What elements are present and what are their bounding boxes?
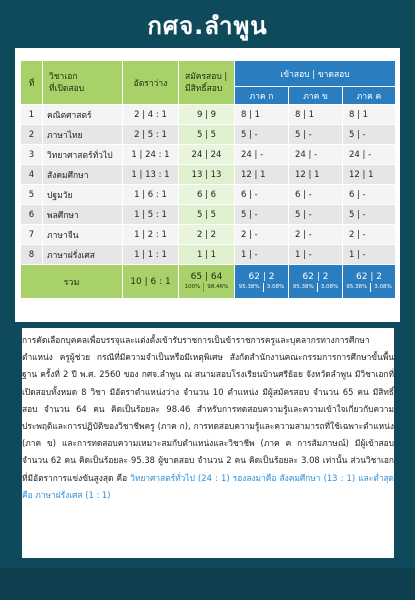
row-round-a: 5 | - bbox=[235, 125, 289, 145]
total-applied-pct bbox=[182, 283, 231, 292]
row-no: 3 bbox=[21, 145, 43, 165]
table-row bbox=[21, 145, 396, 165]
row-rate: 1 | 13 : 1 bbox=[123, 165, 179, 185]
row-subject: สังคมศึกษา bbox=[43, 165, 123, 185]
total-round-c bbox=[343, 265, 396, 299]
header-applied: สมัครสอบ | มีสิทธิ์สอบ bbox=[179, 61, 235, 105]
total-round-c-pct bbox=[346, 283, 392, 292]
row-subject: ภาษาจีน bbox=[43, 225, 123, 245]
total-applied-pct-2: 98.46% bbox=[203, 283, 231, 292]
row-no: 2 bbox=[21, 125, 43, 145]
row-rate: 1 | 5 : 1 bbox=[123, 205, 179, 225]
pct-entered: 95.38% bbox=[238, 284, 260, 290]
row-round-a: 1 | - bbox=[235, 245, 289, 265]
total-applied-pct-1: 100% bbox=[184, 284, 201, 290]
total-round-a bbox=[235, 265, 289, 299]
row-applied: 24 | 24 bbox=[179, 145, 235, 165]
header-round-c: ภาค ค bbox=[343, 87, 396, 105]
row-applied: 5 | 5 bbox=[179, 125, 235, 145]
row-rate: 1 | 2 : 1 bbox=[123, 225, 179, 245]
total-round-a-pct bbox=[238, 283, 285, 292]
header-subject: วิชาเอก ที่เปิดสอบ bbox=[43, 61, 123, 105]
row-round-a: 8 | 1 bbox=[235, 105, 289, 125]
row-no: 8 bbox=[21, 245, 43, 265]
row-round-a: 6 | - bbox=[235, 185, 289, 205]
row-round-b: 5 | - bbox=[289, 125, 343, 145]
total-rate: 10 | 6 : 1 bbox=[123, 265, 179, 299]
row-rate: 2 | 4 : 1 bbox=[123, 105, 179, 125]
table-row bbox=[21, 165, 396, 185]
row-round-b: 12 | 1 bbox=[289, 165, 343, 185]
total-round-b-pct bbox=[292, 283, 339, 292]
header-enter-absent: เข้าสอบ | ขาดสอบ bbox=[235, 61, 396, 87]
header-no: ที่ bbox=[21, 61, 43, 105]
total-round-c-value: 62 | 2 bbox=[356, 272, 382, 282]
row-no: 5 bbox=[21, 185, 43, 205]
table-row bbox=[21, 185, 396, 205]
pct-absent: 3.08% bbox=[370, 283, 394, 292]
row-subject: วิทยาศาสตร์ทั่วไป bbox=[43, 145, 123, 165]
header-round-b: ภาค ข bbox=[289, 87, 343, 105]
page-title: กศจ.ลำพูน bbox=[147, 12, 268, 40]
pct-entered: 95.38% bbox=[346, 284, 368, 290]
total-round-a-value: 62 | 2 bbox=[248, 272, 275, 282]
header-round-a: ภาค ก bbox=[235, 87, 289, 105]
row-rate: 1 | 1 : 1 bbox=[123, 245, 179, 265]
row-applied: 5 | 5 bbox=[179, 205, 235, 225]
table-row bbox=[21, 125, 396, 145]
row-applied: 2 | 2 bbox=[179, 225, 235, 245]
row-rate: 1 | 24 : 1 bbox=[123, 145, 179, 165]
row-round-a: 24 | - bbox=[235, 145, 289, 165]
row-applied: 9 | 9 bbox=[179, 105, 235, 125]
row-applied: 1 | 1 bbox=[179, 245, 235, 265]
row-round-c: 1 | - bbox=[343, 245, 396, 265]
total-row bbox=[21, 265, 396, 299]
total-round-b-value: 62 | 2 bbox=[302, 272, 329, 282]
row-rate: 1 | 6 : 1 bbox=[123, 185, 179, 205]
row-subject: คณิตศาสตร์ bbox=[43, 105, 123, 125]
row-round-c: 5 | - bbox=[343, 125, 396, 145]
row-round-c: 6 | - bbox=[343, 185, 396, 205]
row-applied: 6 | 6 bbox=[179, 185, 235, 205]
row-round-c: 12 | 1 bbox=[343, 165, 396, 185]
row-round-a: 12 | 1 bbox=[235, 165, 289, 185]
row-no: 7 bbox=[21, 225, 43, 245]
header-rate: อัตราว่าง bbox=[123, 61, 179, 105]
row-round-a: 5 | - bbox=[235, 205, 289, 225]
total-applied bbox=[179, 265, 235, 299]
footer-band bbox=[0, 568, 415, 600]
table-row bbox=[21, 245, 396, 265]
table-row bbox=[21, 225, 396, 245]
row-no: 4 bbox=[21, 165, 43, 185]
summary-highlight: วิทยาศาสตร์ทั่วไป (24 : 1) รองลงมาคือ สังคมศึกษา (13 : 1) และต่ำสุด คือ ภาษาฝรั่งเศส (1 : 1) bbox=[22, 472, 394, 500]
row-rate: 2 | 5 : 1 bbox=[123, 125, 179, 145]
row-round-b: 24 | - bbox=[289, 145, 343, 165]
total-round-b bbox=[289, 265, 343, 299]
row-no: 6 bbox=[21, 205, 43, 225]
table-row bbox=[21, 205, 396, 225]
row-subject: ภาษาฝรั่งเศส bbox=[43, 245, 123, 265]
row-no: 1 bbox=[21, 105, 43, 125]
row-applied: 13 | 13 bbox=[179, 165, 235, 185]
pct-entered: 95.38% bbox=[292, 284, 314, 290]
total-label: รวม bbox=[21, 265, 123, 299]
row-round-c: 2 | - bbox=[343, 225, 396, 245]
pct-absent: 3.08% bbox=[317, 283, 341, 292]
exam-stats-table bbox=[20, 60, 396, 299]
row-round-b: 8 | 1 bbox=[289, 105, 343, 125]
total-applied-value: 65 | 64 bbox=[190, 272, 223, 282]
row-subject: ภาษาไทย bbox=[43, 125, 123, 145]
row-round-c: 5 | - bbox=[343, 205, 396, 225]
stats-card bbox=[15, 48, 400, 322]
row-round-b: 2 | - bbox=[289, 225, 343, 245]
summary-text: การคัดเลือกบุคคลเพื่อบรรจุและแต่งตั้งเข้ารับราชการเป็นข้าราชการครูและบุคลากรทางการศึกษา ตำแหน่ง ครูผู้ช่วย กรณีที่มีความจำเป็นหรือมีเหตุพิเศษ สังกัดสำนักงานคณะกรรมการการศึกษาขั้นพื้นฐาน ครั้งที่ 2 ปี พ.ศ. 2560 ของ กศจ.ลำพูน ณ สนามสอบโรงเรียนบ้านศรีย้อย จังหวัดลำพูน มีวิชาเอกที่เปิดสอบทั้งหมด 8 วิชา มีอัตราตำแหน่งว่าง จำนวน 10 ตำแหน่ง มีผู้สมัครสอบ จำนวน 65 คน มีสิทธิ์สอบ จำนวน 64 คน คิดเป็นร้อยละ 98.46 สำหรับการทดสอบความรู้และความเข้าใจเกี่ยวกับความประพฤติและการปฏิบัติของวิชาชีพครู (ภาค ก), การทดสอบความรู้และความสามารถที่ใช้เฉพาะตำแหน่ง (ภาค ข) และการทดสอบความเหมาะสมกับตำแหน่งและวิชาชีพ (ภาค ค การสัมภาษณ์) มีผู้เข้าสอบ จำนวน 62 คน คิดเป็นร้อยละ 95.38 ผู้ขาดสอบ จำนวน 2 คน คิดเป็นร้อยละ 3.08 เท่านั้น ส่วนวิชาเอกที่มีอัตราการแข่งขันสูงสุด คือ bbox=[22, 335, 394, 483]
row-subject: ปฐมวัย bbox=[43, 185, 123, 205]
pct-absent: 3.08% bbox=[263, 283, 287, 292]
row-round-a: 2 | - bbox=[235, 225, 289, 245]
summary-paragraph bbox=[22, 328, 394, 558]
row-round-b: 5 | - bbox=[289, 205, 343, 225]
row-subject: พลศึกษา bbox=[43, 205, 123, 225]
table-row bbox=[21, 105, 396, 125]
row-round-b: 6 | - bbox=[289, 185, 343, 205]
row-round-c: 24 | - bbox=[343, 145, 396, 165]
row-round-c: 8 | 1 bbox=[343, 105, 396, 125]
row-round-b: 1 | - bbox=[289, 245, 343, 265]
